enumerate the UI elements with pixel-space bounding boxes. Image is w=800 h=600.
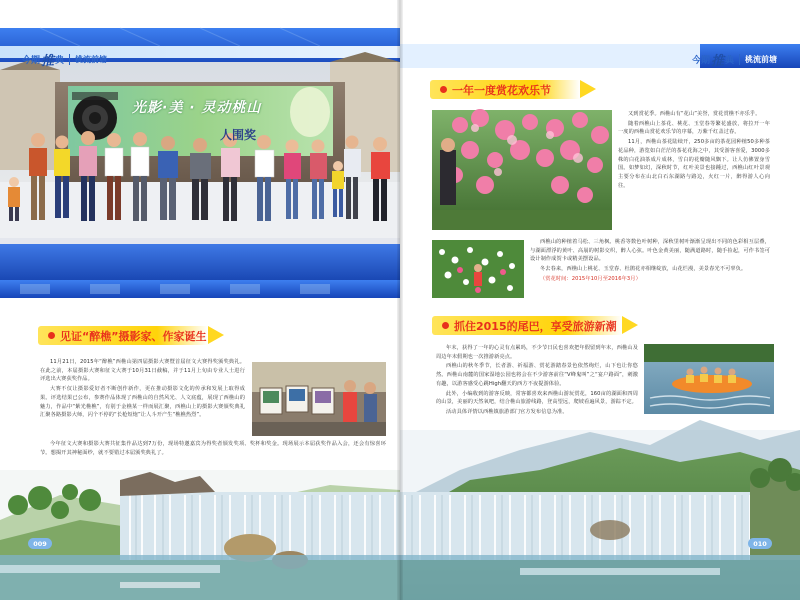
column-badge-left (22, 50, 107, 68)
badge-kanji-3: 典 (725, 55, 735, 66)
article-body-flower-festival-col2 (530, 238, 770, 285)
page-number-right: 010 (748, 538, 772, 549)
exhibition-photo (252, 362, 386, 436)
badge-kanji-1: 今期 (692, 55, 711, 66)
column-badge-right (692, 50, 777, 68)
article-title-photographers (38, 326, 208, 345)
stage-banner-subtitle: 人围奖 (220, 128, 257, 142)
paragraph: 11月21日，2015年“醉樵”西樵山第四届摄影大赛暨首届征文大赛得奖颁奖典礼。在此之前，本届摄影大赛和征文大赛于10月31日截稿，并于11月上旬由专业人士进行评选出大赛获奖作品。 (40, 359, 245, 383)
badge-divider (69, 54, 70, 65)
title-bullet (48, 332, 55, 339)
right-page (400, 0, 800, 600)
peach-blossom-photo (432, 109, 612, 230)
title-arrow (580, 80, 596, 98)
paragraph: 活动具体详情以西樵镇旅游部门官方发布信息为准。 (446, 408, 568, 415)
waterfall-scene-left (0, 470, 400, 600)
title-arrow (622, 316, 638, 334)
title-bullet (440, 86, 447, 93)
article-title-text: 抓住2015的尾巴，享受旅游新潮 (454, 319, 617, 333)
flower-field-photo (432, 240, 524, 298)
event-photo (0, 52, 400, 280)
paragraph: 又到赏花季。西樵山有“花山”美誉，赏花赏樵不亦乐乎。 (628, 111, 761, 117)
badge-divider (739, 54, 740, 65)
stage-banner-title: 光影·美 · 灵动桃山 (132, 100, 262, 116)
badge-kanji-2: 推 (41, 53, 55, 69)
paragraph: 大赛不仅让摄影爱好者不断创作新作，更在推动摄影文化的传承和发展上取得成果。评选结果已公布，参赛作品体现了西樵山的自然风光、人文底蕴，展现了西樵山的魅力，作品中“紫光樵樵”，有别于金樵某一样而展汇聚，西樵山上的摄影大赛颁奖典礼汇聚各路摄影大师，闪个不停的“长枪短炮”让人斗开产生“樵樵热烈”。 (40, 386, 245, 419)
paragraph: 今年征文大赛和摄影大赛共征集作品达到7万份，现场特邀嘉宾为得奖者颁发奖项、奖杯和奖金。现场展示本届获奖作品入会，还会有惊喜环节。想揭开其神秘面纱，就不要错过本届颁奖典礼了。 (40, 441, 386, 456)
river-rafting-photo (644, 344, 774, 414)
flower-season-note: （赏花时间：2015年10月至2016年3月） (540, 275, 641, 282)
article-title-year-end-travel (432, 316, 622, 335)
column-subtitle-right: 桃流前塘 (745, 54, 778, 64)
waterfall-scene-right (400, 420, 800, 600)
article-title-flower-festival (430, 80, 580, 99)
spread-gutter (397, 0, 403, 600)
article-body-photographers-col2 (40, 440, 386, 458)
paragraph: 年末，获得了一年的心灵有点累吗，不少节日民也喜欢把年假留到年末，西樵山及周边年末假期也一次推游新亮点。 (436, 345, 638, 360)
paragraph: 西樵山的种植着马松、三角枫、桃香等数色叶树种，深秋里树叶渐渐呈现出不同的色彩相互层叠，与湖面漂浮的黄叶、高崩的树影交织，醉人心弦。叶色金黄美丽，随满道路时，随手捡起，可作书签可设计制作成贺卡或精美摆设品。 (530, 239, 770, 263)
badge-kanji-3: 典 (55, 55, 65, 66)
article-body-year-end-travel (436, 344, 638, 418)
article-body-photographers-col1 (40, 358, 245, 421)
article-title-text: 一年一度赏花欢乐节 (452, 83, 551, 97)
page-number-left: 009 (28, 538, 52, 549)
title-bullet (442, 322, 449, 329)
article-title-text: 见证“醉樵”摄影家、作家诞生 (60, 329, 207, 343)
paragraph: 11月，西樵山茶花陆续开，250多亩的茶花园种植50多种茶花品种，游览如白茫茫的茶花花海之中，其受游客喜爱，3000多株的白花油茶成片成林，雪白的花瓣随风飘下。让人仿佛置身雪国。如梦如幻，深秋时节，红叶美景也接踵过，西樵山红叶景观主要分布在山北白石东湖路与路边，火红一片，醉得游人心向往。 (618, 139, 770, 189)
paragraph: 此外，小编收到的游客反映，常客都喜欢来西樵山游玩赏花，160亩的湖面和四周的山景，美丽的天然氧吧，结合樵山旅游线路，登高望远，爬坡看遍风景，游踪不定。 (436, 390, 638, 406)
article-body-flower-festival-col1 (618, 110, 770, 191)
paragraph: 冬去春来，西樵山上桃花、玉堂春、杜鹃花亦相继绽放，山花烂漫，美景春光不可辜负。 (540, 266, 747, 273)
paragraph: 西樵山的秋冬季节，长者游、祈福游、赏花游踏春景色依然绚烂，山下也让你悠然。西樵山南麓的国家湿地公园也将会在不少游客前往“V峰鬼叫”之“宴户路面”，刺激有趣，以游客感受心跳High翻天的西方不夜提游体验。 (436, 363, 638, 387)
paragraph: 随着西樵山上茶花、桃花、玉堂春等繁花盛放，将拉开一年一度的西樵山赏花欢乐节的序幕，万紫千红盖过春。 (618, 120, 770, 136)
badge-kanji-2: 推 (711, 53, 725, 69)
title-arrow (208, 326, 224, 344)
column-subtitle-left: 桃流前塘 (75, 54, 108, 64)
badge-kanji-1: 今期 (22, 55, 41, 66)
